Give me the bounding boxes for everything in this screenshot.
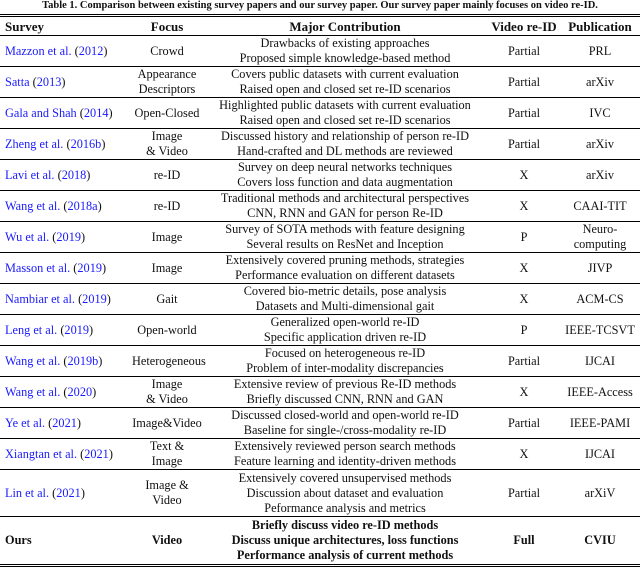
ours-focus: Video: [151, 533, 183, 547]
header-publication: Publication: [560, 16, 640, 36]
focus-cell: [132, 346, 206, 377]
publication-cell: [560, 36, 640, 67]
publication-cell: [560, 160, 640, 191]
video-reid-cell: Partial: [488, 470, 560, 517]
video-reid-cell: P: [488, 315, 560, 346]
citation-year-link[interactable]: 2018a: [67, 198, 98, 213]
citation-author-link[interactable]: Xiangtan et al.: [5, 446, 78, 461]
publication-cell: [560, 284, 640, 315]
publication-cell: [560, 98, 640, 129]
citation-year-link[interactable]: 2014: [83, 105, 109, 120]
focus-cell: [132, 160, 202, 191]
publication-cell: [560, 191, 640, 222]
cell-line: Proposed simple knowledge-based method: [239, 51, 451, 65]
table-row: [0, 346, 640, 377]
citation-author-link[interactable]: Satta: [5, 74, 30, 89]
ours-survey: Ours: [5, 533, 32, 547]
cell-line: arXiV: [584, 485, 616, 500]
publication-cell: [560, 346, 640, 377]
citation-year-link[interactable]: 2019: [77, 260, 102, 275]
table-row: [0, 191, 640, 222]
citation-author-link[interactable]: Ye et al.: [5, 415, 46, 430]
contribution-cell: [202, 160, 488, 191]
publication-cell: [560, 315, 640, 346]
video-reid-cell: X: [488, 160, 560, 191]
cell-line: Feature learning and identity-driven methods: [234, 454, 456, 468]
contribution-cell: [202, 408, 488, 439]
cell-line: CAAI-TIT: [573, 198, 627, 213]
cell-line: Image & Video: [145, 478, 189, 507]
citation-author-link[interactable]: Nambiar et al.: [5, 291, 75, 306]
table-row: [0, 36, 640, 67]
survey-cell: Masson et al. (2019): [0, 253, 132, 284]
cell-line: Survey of SOTA methods with feature designing: [225, 222, 465, 236]
video-reid-cell: X: [488, 439, 560, 470]
video-reid-cell: Partial: [488, 408, 560, 439]
contribution-cell: [202, 129, 488, 160]
citation-year-link[interactable]: 2019: [82, 291, 107, 306]
publication-cell: [560, 377, 640, 408]
survey-cell: Lin et al. (2021): [0, 470, 132, 517]
cell-line: Image: [151, 129, 183, 143]
cell-line: Open-Closed: [134, 105, 200, 120]
citation-author-link[interactable]: Masson et al.: [5, 260, 71, 275]
table-caption: Table 1. Comparison between existing survey papers and our survey paper. Our survey paper mainly focuses on video re-ID.: [42, 0, 598, 11]
citation-year-link[interactable]: 2021: [52, 415, 77, 430]
focus-cell: [132, 284, 202, 315]
header-contribution: Major Contribution: [202, 16, 488, 36]
cell-line: Discussed history and relationship of person re-ID: [221, 129, 469, 143]
cell-line: Baseline for single-/cross-modality re-ID: [243, 423, 447, 437]
survey-cell: Wu et al. (2019): [0, 222, 132, 253]
cell-line: Generalized open-world re-ID: [270, 315, 420, 329]
cell-line: IEEE-Access: [567, 384, 633, 399]
table-row: [0, 377, 640, 408]
cell-line: Neuro-: [582, 222, 618, 236]
citation-year-link[interactable]: 2019: [64, 322, 90, 337]
cell-line: Survey on deep neural networks techniques: [237, 160, 453, 174]
cell-line: re-ID: [153, 167, 181, 182]
focus-cell: [132, 253, 202, 284]
contribution-cell: [202, 346, 488, 377]
cell-line: Traditional methods and architectural perspectives: [220, 191, 470, 205]
cell-line: Hand-crafted and DL methods are reviewed: [237, 144, 453, 158]
table-row: [0, 470, 640, 517]
focus-cell: [132, 222, 202, 253]
citation-author-link[interactable]: Zheng et al.: [5, 136, 64, 151]
cell-line: Extensively covered unsupervised methods: [238, 470, 452, 485]
cell-line: arXiv: [586, 136, 614, 151]
ours-publication: CVIU: [584, 533, 616, 547]
contribution-cell: [202, 36, 488, 67]
contribution-cell: [202, 284, 488, 315]
contribution-cell: [202, 67, 488, 98]
survey-cell: Xiangtan et al. (2021): [0, 439, 132, 470]
contribution-line: Discuss unique architectures, loss functions: [231, 533, 459, 547]
publication-cell: [560, 253, 640, 284]
cell-line: ACM-CS: [576, 291, 624, 306]
citation-author-link[interactable]: Lavi et al.: [5, 167, 55, 182]
table-row: [0, 284, 640, 315]
cell-line: Raised open and closed set re-ID scenarios: [239, 113, 451, 127]
cell-line: computing: [573, 237, 627, 251]
video-reid-cell: Partial: [488, 346, 560, 377]
header-survey: Survey: [0, 16, 132, 36]
citation-author-link[interactable]: Wang et al.: [5, 353, 61, 368]
cell-line: CNN, RNN and GAN for person Re-ID: [247, 206, 443, 220]
publication-cell: [560, 408, 640, 439]
citation-year-link[interactable]: 2016b: [70, 136, 102, 151]
citation-author-link[interactable]: Gala and Shah: [5, 105, 77, 120]
publication-cell: [560, 129, 640, 160]
cell-line: Discussed closed-world and open-world re-ID: [231, 408, 459, 422]
cell-line: IJCAI: [584, 353, 616, 368]
citation-year-link[interactable]: 2019: [56, 229, 81, 244]
table-row: [0, 315, 640, 346]
cell-line: arXiv: [586, 74, 614, 89]
cell-line: Drawbacks of existing approaches: [260, 36, 430, 50]
survey-cell: Zheng et al. (2016b): [0, 129, 132, 160]
contribution-cell: [202, 439, 488, 470]
survey-cell: Wang et al. (2019b): [0, 346, 132, 377]
table-row: [0, 253, 640, 284]
citation-year-link[interactable]: 2019b: [67, 353, 99, 368]
cell-line: Text &: [149, 439, 185, 453]
table-row: [0, 439, 640, 470]
focus-cell: [132, 129, 202, 160]
video-reid-cell: X: [488, 284, 560, 315]
cell-line: IEEE-TCSVT: [565, 322, 635, 337]
contribution-line: Briefly discuss video re-ID methods: [251, 518, 439, 532]
cell-line: IVC: [589, 105, 611, 120]
cell-line: Image: [151, 454, 183, 468]
table-row: [0, 67, 640, 98]
contribution-cell: [202, 470, 488, 517]
cell-line: Gait: [156, 291, 178, 306]
cell-line: PRL: [588, 43, 612, 58]
cell-line: & Video: [146, 144, 188, 158]
citation-author-link[interactable]: Leng et al.: [5, 322, 58, 337]
contribution-cell: [202, 253, 488, 284]
contribution-cell: [202, 222, 488, 253]
video-reid-cell: Partial: [488, 67, 560, 98]
contribution-cell: [202, 98, 488, 129]
survey-cell: Satta (2013): [0, 67, 132, 98]
cell-line: Extensively covered pruning methods, strategies: [225, 253, 465, 267]
video-reid-cell: X: [488, 191, 560, 222]
cell-line: IEEE-PAMI: [569, 415, 631, 430]
cell-line: & Video: [146, 392, 188, 406]
header-focus: Focus: [132, 16, 202, 36]
table-row: [0, 98, 640, 129]
video-reid-cell: X: [488, 253, 560, 284]
survey-cell: Leng et al. (2019): [0, 315, 132, 346]
cell-line: Specific application driven re-ID: [263, 330, 427, 344]
citation-year-link[interactable]: 2012: [78, 43, 104, 58]
contribution-line: Performance analysis of current methods: [236, 548, 454, 562]
cell-line: Briefly discussed CNN, RNN and GAN: [246, 392, 444, 406]
table-row: [0, 408, 640, 439]
focus-cell: [132, 191, 202, 222]
ours-row: [0, 517, 640, 566]
survey-cell: Gala and Shah (2014): [0, 98, 132, 129]
cell-line: arXiv: [586, 167, 614, 182]
citation-year-link[interactable]: 2013: [36, 74, 62, 89]
cell-line: Datasets and Multi-dimensional gait: [255, 299, 435, 313]
survey-cell: Wang et al. (2018a): [0, 191, 132, 222]
cell-line: Discussion about dataset and evaluation: [246, 485, 444, 500]
cell-line: Open-world: [137, 322, 197, 337]
survey-cell: Nambiar et al. (2019): [0, 284, 132, 315]
focus-cell: [132, 439, 202, 470]
citation-year-link[interactable]: 2020: [67, 384, 93, 399]
cell-line: Image: [151, 229, 183, 244]
table-row: [0, 129, 640, 160]
survey-comparison-table: [0, 14, 640, 567]
cell-line: Focused on heterogeneous re-ID: [264, 346, 426, 360]
header-video-reid: Video re-ID: [488, 16, 560, 36]
focus-cell: [132, 377, 202, 408]
cell-line: Crowd: [150, 43, 184, 58]
cell-line: JIVP: [587, 260, 613, 275]
cell-line: IJCAI: [584, 446, 616, 461]
video-reid-cell: X: [488, 377, 560, 408]
citation-author-link[interactable]: Mazzon et al.: [5, 43, 72, 58]
focus-cell: [132, 36, 202, 67]
focus-cell: [132, 98, 202, 129]
video-reid-cell: Partial: [488, 98, 560, 129]
publication-cell: [560, 439, 640, 470]
cell-line: Image: [151, 377, 183, 391]
video-reid-cell: Partial: [488, 36, 560, 67]
survey-cell: Ye et al. (2021): [0, 408, 132, 439]
video-reid-cell: P: [488, 222, 560, 253]
ours-contribution: [202, 517, 488, 566]
cell-line: Heterogeneous: [132, 353, 206, 368]
focus-cell: [132, 408, 202, 439]
cell-line: Appearance: [137, 67, 197, 81]
table-row: [0, 222, 640, 253]
contribution-cell: [202, 191, 488, 222]
citation-author-link[interactable]: Wang et al.: [5, 198, 61, 213]
contribution-cell: [202, 377, 488, 408]
cell-line: Image&Video: [132, 415, 202, 430]
citation-author-link[interactable]: Wang et al.: [5, 384, 61, 399]
publication-cell: [560, 222, 640, 253]
cell-line: Extensive review of previous Re-ID methods: [233, 377, 457, 391]
citation-year-link[interactable]: 2021: [56, 485, 81, 500]
cell-line: re-ID: [153, 198, 181, 213]
cell-line: Descriptors: [138, 82, 196, 96]
citation-year-link[interactable]: 2021: [84, 446, 109, 461]
citation-year-link[interactable]: 2018: [61, 167, 87, 182]
cell-line: Raised open and closed set re-ID scenarios: [239, 82, 451, 96]
cell-line: Image: [151, 260, 183, 275]
cell-line: Several results on ResNet and Inception: [246, 237, 444, 251]
cell-line: Highlighted public datasets with current evaluation: [219, 98, 471, 112]
publication-cell: [560, 67, 640, 98]
cell-line: Extensively reviewed person search methods: [234, 439, 456, 453]
focus-cell: [132, 67, 202, 98]
publication-cell: [560, 470, 640, 517]
contribution-cell: [202, 315, 488, 346]
cell-line: Performance evaluation on different datasets: [235, 268, 455, 282]
citation-author-link[interactable]: Wu et al.: [5, 229, 50, 244]
focus-cell: [132, 470, 202, 517]
cell-line: Peformance analysis and metrics: [264, 500, 426, 515]
focus-cell: [132, 315, 202, 346]
cell-line: Covers public datasets with current evaluation: [231, 67, 459, 81]
table-row: [0, 160, 640, 191]
survey-cell: Lavi et al. (2018): [0, 160, 132, 191]
video-reid-cell: Partial: [488, 129, 560, 160]
cell-line: Covered bio-metric details, pose analysis: [243, 284, 447, 298]
survey-cell: Wang et al. (2020): [0, 377, 132, 408]
survey-cell: Mazzon et al. (2012): [0, 36, 132, 67]
cell-line: Problem of inter-modality discrepancies: [246, 361, 444, 375]
ours-video-reid: Full: [513, 533, 535, 547]
citation-author-link[interactable]: Lin et al.: [5, 485, 50, 500]
header-row: [0, 16, 640, 36]
cell-line: Covers loss function and data augmentation: [237, 175, 453, 189]
